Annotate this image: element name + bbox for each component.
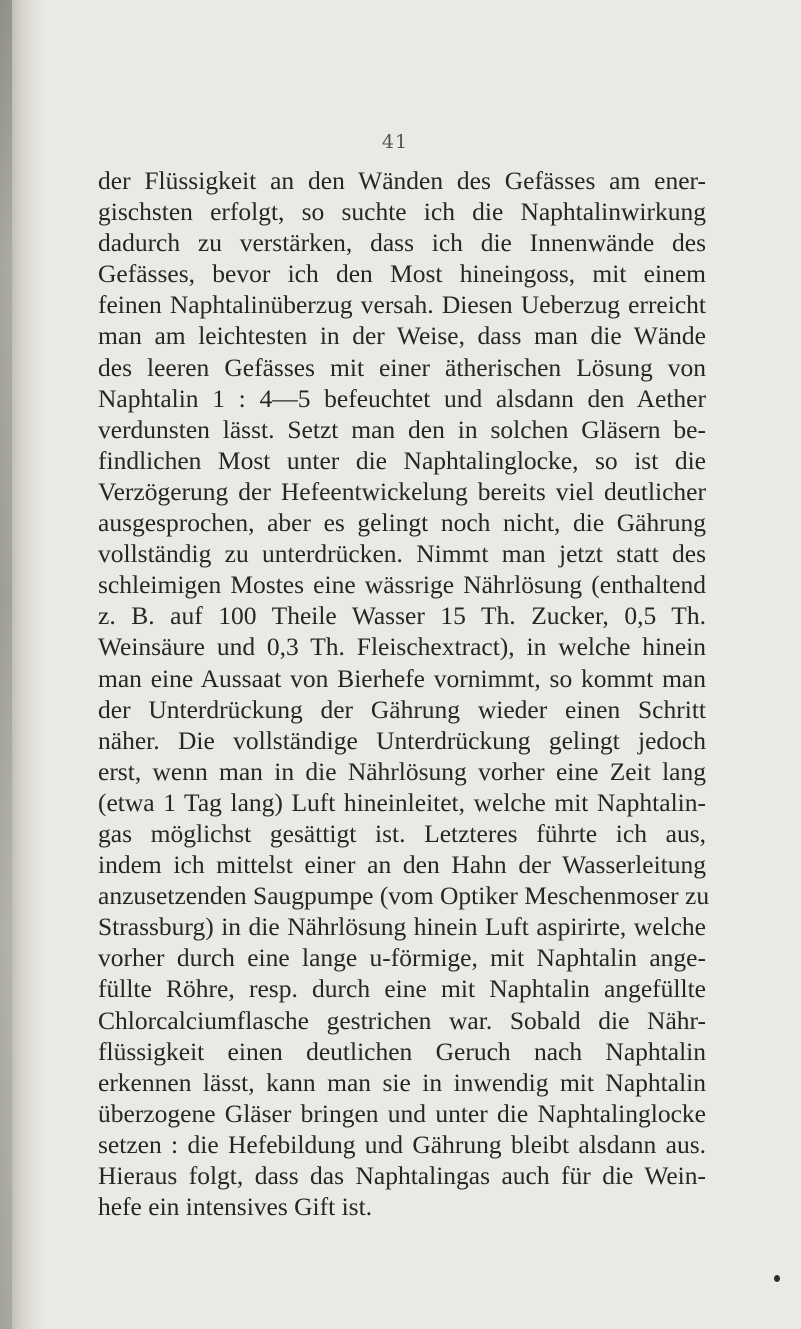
text-line: Naphtalin 1 : 4—5 befeuchtet und alsdann den Aether (98, 383, 706, 413)
text-line: näher. Die vollständige Unterdrückung gelingt jedoch (98, 725, 706, 755)
text-line: flüssigkeit einen deutlichen Geruch nach Naphtalin (98, 1036, 706, 1066)
text-line: anzusetzenden Saugpumpe (vom Optiker Meschenmoser zu (98, 881, 710, 911)
text-line: füllte Röhre, resp. durch eine mit Naphtalin angefüllte (98, 974, 706, 1004)
text-line: schleimigen Mostes eine wässrige Nährlösung (enthaltend (98, 570, 706, 600)
text-line: (etwa 1 Tag lang) Luft hineinleitet, welche mit Naphtalin- (98, 787, 706, 817)
text-line: der Flüssigkeit an den Wänden des Gefässes am ener- (98, 166, 706, 195)
text-line: verdunsten lässt. Setzt man den in solchen Gläsern be- (98, 414, 706, 444)
binding-edge-shadow (0, 0, 44, 1329)
text-line: vorher durch eine lange u-förmige, mit Naphtalin ange- (98, 943, 706, 973)
text-line: findlichen Most unter die Naphtalinglocke, so ist die (98, 445, 706, 475)
text-line: Weinsäure und 0,3 Th. Fleischextract), in welche hinein (98, 632, 706, 662)
text-line: ausgesprochen, aber es gelingt noch nicht, die Gährung (98, 508, 706, 538)
text-line: der Unterdrückung der Gährung wieder einen Schritt (98, 694, 706, 724)
text-line: dadurch zu verstärken, dass ich die Innenwände des (98, 228, 706, 258)
text-line: vollständig zu unterdrücken. Nimmt man jetzt statt des (98, 539, 706, 569)
text-line: überzogene Gläser bringen und unter die Naphtalinglocke (98, 1098, 706, 1128)
text-line: gas möglichst gesättigt ist. Letzteres führte ich aus, (98, 818, 706, 848)
text-line: man eine Aussaat von Bierhefe vornimmt, so kommt man (98, 663, 706, 693)
text-line: Verzögerung der Hefeentwickelung bereits viel deutlicher (98, 476, 706, 506)
page-number: 41 (381, 131, 409, 153)
text-line: Gefässes, bevor ich den Most hineingoss, mit einem (98, 259, 706, 289)
text-line: erst, wenn man in die Nährlösung vorher eine Zeit lang (98, 756, 706, 786)
text-line: z. B. auf 100 Theile Wasser 15 Th. Zucker, 0,5 Th. (98, 601, 706, 631)
text-line: setzen : die Hefebildung und Gährung bleibt alsdann aus. (98, 1129, 706, 1159)
text-line: Hieraus folgt, dass das Naphtalingas auch für die Wein- (98, 1161, 706, 1190)
body-paragraph (98, 165, 710, 1222)
text-line: Chlorcalciumflasche gestrichen war. Sobald die Nähr- (98, 1005, 706, 1035)
text-line: indem ich mittelst einer an den Hahn der Wasserleitung (98, 850, 706, 880)
text-line: Strassburg) in die Nährlösung hinein Luft aspirirte, welche (98, 912, 706, 942)
text-line: feinen Naphtalinüberzug versah. Diesen Ueberzug erreicht (98, 290, 706, 320)
text-line: gischsten erfolgt, so suchte ich die Naphtalinwirkung (98, 197, 706, 227)
ink-speck (774, 1275, 780, 1282)
text-line: man am leichtesten in der Weise, dass man die Wände (98, 321, 706, 351)
text-line: des leeren Gefässes mit einer ätherischen Lösung von (98, 352, 706, 382)
text-line: erkennen lässt, kann man sie in inwendig mit Naphtalin (98, 1067, 706, 1097)
text-line-last: hefe ein intensives Gift ist. (98, 1192, 373, 1222)
